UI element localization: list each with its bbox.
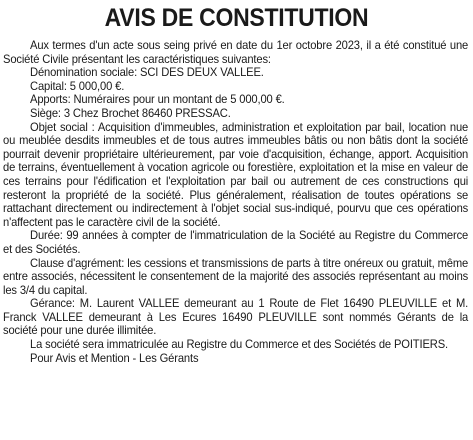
paragraph-registration: La société sera immatriculée au Registre du Commerce et des Sociétés de POITIERS. xyxy=(30,338,448,352)
paragraph-company-name: Dénomination sociale: SCI DES DEUX VALLEE. xyxy=(30,66,264,80)
paragraph-capital: Capital: 5 000,00 €. xyxy=(30,79,125,93)
paragraph-contributions: Apports: Numéraires pour un montant de 5 000,00 €. xyxy=(30,93,285,107)
paragraph-duration: Durée: 99 années à compter de l'immatriculation de la Société au Registre du Commerce et des Sociétés. xyxy=(3,229,469,256)
notice-title: AVIS DE CONSTITUTION xyxy=(104,4,369,32)
notice-body xyxy=(3,39,468,365)
paragraph-head-office: Siège: 3 Chez Brochet 86460 PRESSAC. xyxy=(30,106,231,120)
paragraph-management: Gérance: M. Laurent VALLEE demeurant au 1 Route de Flet 16490 PLEUVILLE et M. Franck VALLEE demeurant à Les Ecures 16490 PLEUVILLE sont nommés Gérants de la société pour une durée illimitée. xyxy=(3,297,469,338)
paragraph-approval-clause: Clause d'agrément: les cessions et transmissions de parts à titre onéreux ou gratuit, même entre associés, nécessitent le consentement de la majorité des associés représentant au moins les 3/4 du capital. xyxy=(3,256,469,297)
paragraph-signature: Pour Avis et Mention - Les Gérants xyxy=(30,351,199,365)
paragraph-intro: Aux termes d'un acte sous seing privé en date du 1er octobre 2023, il a été constitué une Société Civile présentant les caractéristiques suivantes: xyxy=(3,39,469,66)
paragraph-corporate-purpose: Objet social : Acquisition d'immeubles, administration et exploitation par bail, location nue ou meublée desdits immeubles et de tous autres immeubles bâtis ou non bâtis dont la société pourrait devenir propriétaire ultérieurement, par voie d'acquisition, échange, apport. Acquisition de terrains, éventuellement à vocation agricole ou forestière, exploitation et la mise en valeur de ces terrains pour l'édification et l'exploitation par bail ou autrement de ces constructions qui resteront la propriété de la société. Plus généralement, réalisation de toutes opérations se rattachant directement ou indirectement à l'objet social sus-indiqué, pourvu que ces opérations n'affectent pas le caractère civil de la société. xyxy=(3,120,469,229)
